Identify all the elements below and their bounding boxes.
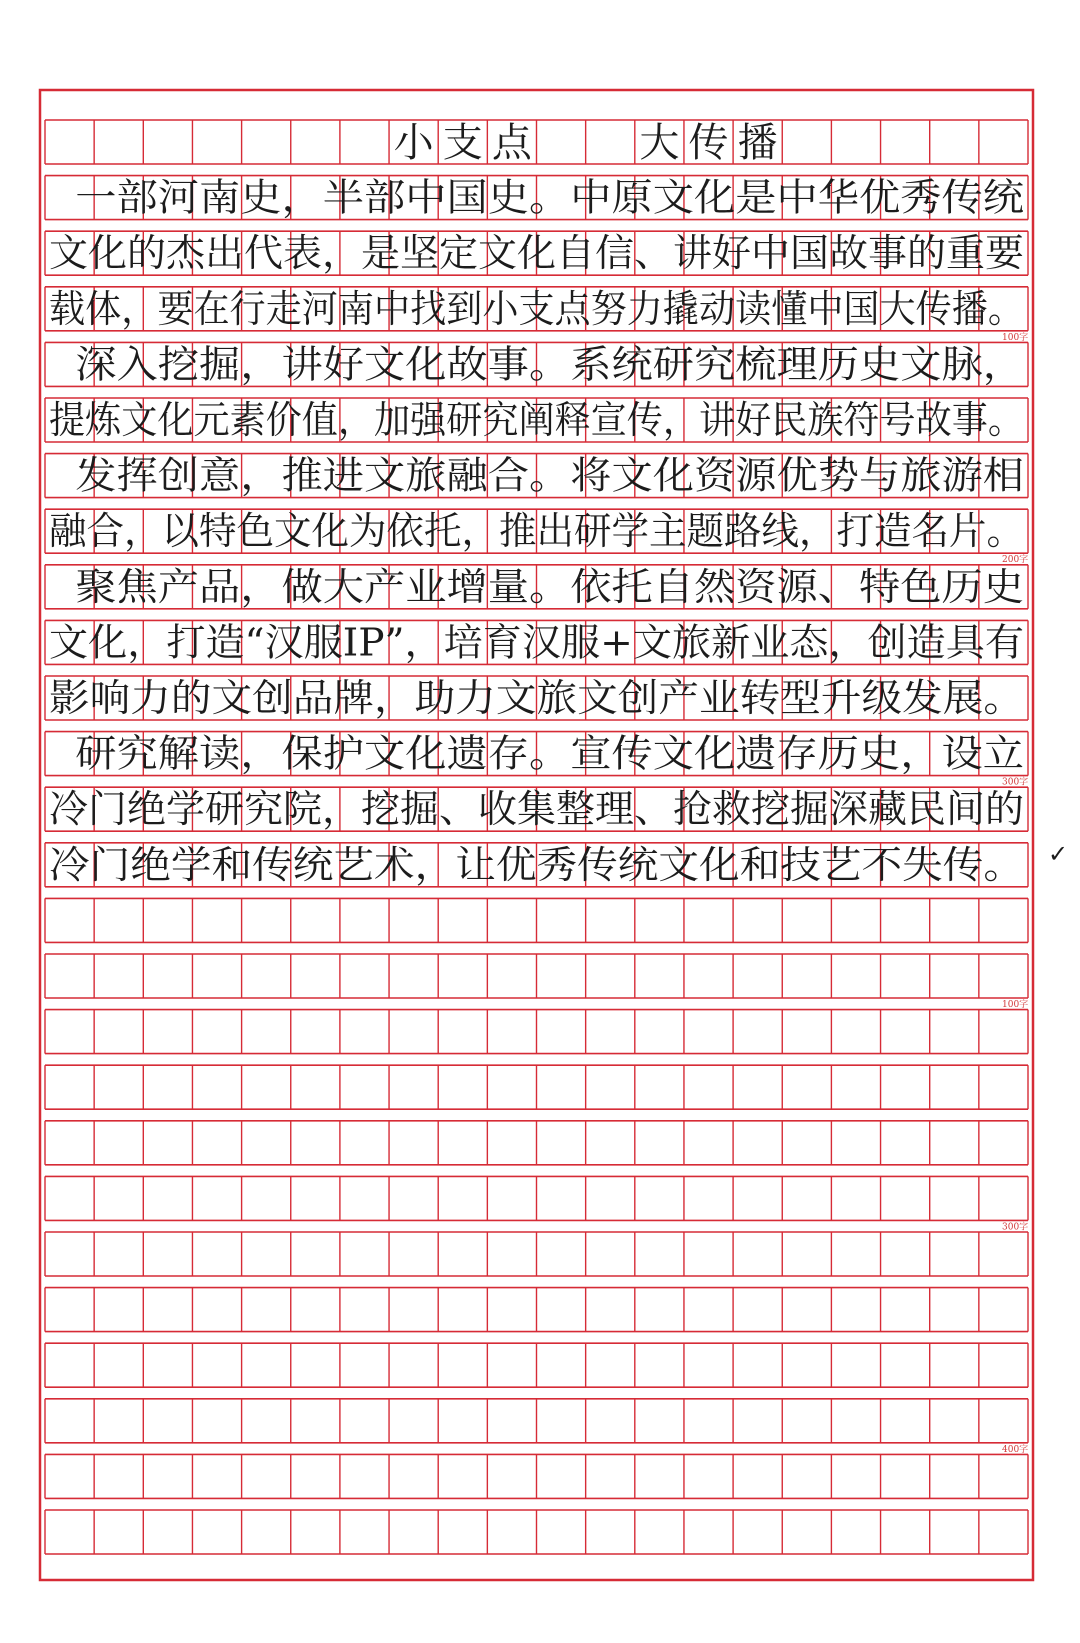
title-char: 点 [491,120,532,166]
grid-row [45,954,1028,998]
essay-line: 影响力的文创品牌，助力文旅文创产业转型升级发展。 [49,676,1024,720]
word-count-marker: 300字 [1002,777,1029,788]
grid-row [45,1065,1028,1109]
word-count-marker: 200字 [1002,555,1029,566]
grid-row [45,1176,1028,1220]
title-char: 播 [737,120,778,166]
grid-row [45,898,1028,942]
word-count-marker: 400字 [1002,1444,1029,1455]
essay-line: 聚焦产品，做大产业增量。依托自然资源、特色历史 [49,564,1024,609]
title-char: 传 [688,120,729,166]
grid-row [45,1288,1028,1332]
grid-row [45,1232,1028,1276]
grid-row [45,1510,1028,1554]
grid-row [45,1399,1028,1443]
essay-line: 融合，以特色文化为依托，推出研学主题路线，打造名片。 [49,509,1024,554]
word-count-marker: 300字 [1002,1222,1029,1233]
teacher-checkmark: ✓ [1048,840,1069,868]
title-char: 大 [639,120,680,166]
essay-line: 提炼文化元素价值，加强研究阐释宣传，讲好民族符号故事。 [49,398,1024,442]
essay-line: 文化的杰出代表，是坚定文化自信、讲好中国故事的重要 [49,231,1024,276]
grid-row [45,1010,1028,1054]
grid-row [45,1454,1028,1498]
essay-line: 载体，要在行走河南中找到小支点努力撬动读懂中国大传播。 [49,286,1024,331]
essay-line: 冷门绝学研究院，挖掘、收集整理、抢救挖掘深藏民间的 [49,787,1024,832]
word-count-marker: 100字 [1002,1000,1029,1010]
essay-line: 发挥创意，推进文旅融合。将文化资源优势与旅游相 [49,453,1024,498]
grid-row [45,1343,1028,1387]
essay-line: 研究解读，保护文化遗存。宣传文化遗存历史，设立 [49,731,1024,776]
title-char: 支 [442,120,483,166]
essay-line: 一部河南史，半部中国史。中原文化是中华优秀传统 [49,175,1024,220]
grid-row [45,120,1028,164]
essay-line: 深入挖掘，讲好文化故事。系统研究梳理历史文脉， [49,342,1024,387]
word-count-marker: 100字 [1002,332,1029,343]
essay-line: 文化，打造“汉服IP”，培育汉服+文旅新业态，创造具有 [49,620,1024,665]
title-char: 小 [393,120,434,166]
grid-row [45,1121,1028,1165]
essay-line: 冷门绝学和传统艺术，让优秀传统文化和技艺不失传。 [49,842,1024,887]
